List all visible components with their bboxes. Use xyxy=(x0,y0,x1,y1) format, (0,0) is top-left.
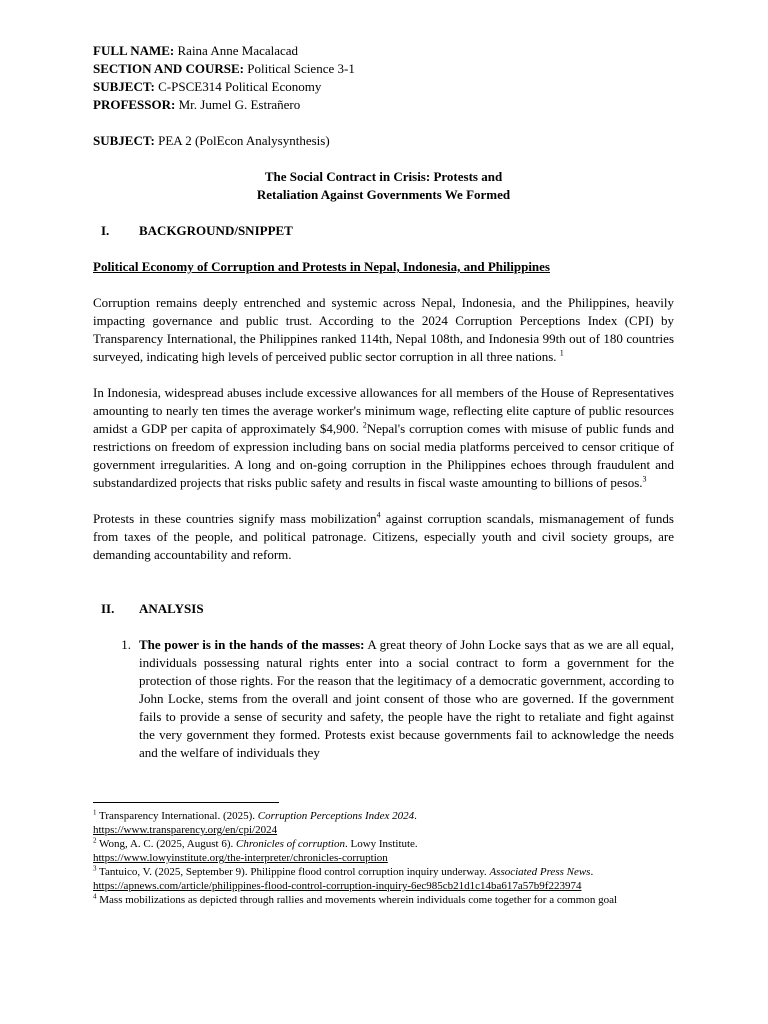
document-page xyxy=(93,42,674,762)
document-title-line2: Retaliation Against Governments We Formed xyxy=(256,187,511,202)
subject-line: SUBJECT: C-PSCE314 Political Economy xyxy=(93,79,322,94)
paragraph-corruption: Corruption remains deeply entrenched and systemic across Nepal, Indonesia, and the Philippines, heavily impacting governance and public trust. According to the 2024 Corruption Perceptions Index (CPI) by Transparency International, the Philippines ranked 114th, Nepal 108th, and Indonesia 99th out of 180 countries surveyed, indicating high levels of perceived public sector corruption in all three nations. $^1$ xyxy=(93,295,674,364)
paragraph-protests: Protests in these countries signify mass mobilization$^4$ against corruption scandals, mismanagement of funds from taxes of the people, and political patronage. Citizens, especially youth and civil society groups, are demanding accountability and reform. xyxy=(93,510,674,562)
footnote-3: $^3$ Tantuico, V. (2025, September 9). Philippine flood control corruption inquiry underway. Associated Press News. https://apnews.com/article/philippines-flood-control-corruption-inquiry-6ec985cb21d1c14ba617a57b9f223974 xyxy=(93,864,594,892)
full-name-line: FULL NAME: Raina Anne Macalacad xyxy=(93,43,299,58)
footnote-2: $^2$ Wong, A. C. (2025, August 6). Chronicles of corruption. Lowy Institute. https://www.lowyinstitute.org/the-interpreter/chronicles-corruption xyxy=(93,836,418,864)
document-title-line1: The Social Contract in Crisis: Protests and xyxy=(264,169,503,184)
footnote-2-link[interactable]: https://www.lowyinstitute.org/the-interpreter/chronicles-corruption xyxy=(93,852,388,864)
footnotes xyxy=(93,802,683,907)
footnote-ref-4: 4 xyxy=(376,510,381,520)
footnote-ref-2: 2 xyxy=(362,420,367,430)
list-item-content: The power is in the hands of the masses: A great theory of John Locke says that as we are all equal, individuals possessing natural rights enter into a social contract to form a government for the protection of those rights. For the reason that the legitimacy of a democratic government, according to John Locke, stems from the overall and joint consent of those who are governed. If the government fails to provide a sense of security and safety, the people have the right to retaliate and fight against the very government they formed. Protests exist because governments fail to acknowledge the needs and the welfare of individuals they xyxy=(139,637,674,760)
footnote-ref-1: 1 xyxy=(559,348,564,358)
section-course-line: SECTION AND COURSE: Political Science 3-1 xyxy=(93,61,355,76)
list-item-1 xyxy=(93,636,674,762)
professor-line: PROFESSOR: Mr. Jumel G. Estrañero xyxy=(93,97,301,112)
footnote-3-link[interactable]: https://apnews.com/article/philippines-flood-control-corruption-inquiry-6ec985cb21d1c14ba617a57b9f223974 xyxy=(93,880,582,892)
section-heading-background: I. BACKGROUND/SNIPPET xyxy=(101,223,293,238)
paragraph-indonesia-nepal: In Indonesia, widespread abuses include excessive allowances for all members of the House of Representatives amounting to nearly ten times the average worker's minimum wage, reflecting elite capture of public resources amidst a GDP per capita of approximately $4,900. $^2$Nepal's corruption comes with misuse of public funds and restrictions on freedom of expression including bans on social media platforms perceived to censor critique of government irregularities. A long and on-going corruption in the Philippines echoes through fraudulent and substandardized projects that risks public safety and results in fiscal waste amounting to billions of pesos.$^3$ xyxy=(93,385,674,490)
subheading-political-economy: Political Economy of Corruption and Protests in Nepal, Indonesia, and Philippines xyxy=(93,259,550,274)
subject-pea-line: SUBJECT: PEA 2 (PolEcon Analysynthesis) xyxy=(93,133,330,148)
footnote-divider xyxy=(93,802,279,803)
footnote-1: $^1$ Transparency International. (2025). Corruption Perceptions Index 2024. https://www.transparency.org/en/cpi/2024 xyxy=(93,808,417,836)
list-marker: 1. xyxy=(121,637,131,652)
section-heading-analysis: II. ANALYSIS xyxy=(101,601,204,616)
footnote-1-link[interactable]: https://www.transparency.org/en/cpi/2024 xyxy=(93,824,278,836)
footnote-ref-3: 3 xyxy=(642,474,647,484)
footnote-4: $^4$ Mass mobilizations as depicted through rallies and movements wherein individuals come together for a common goal xyxy=(93,892,618,906)
